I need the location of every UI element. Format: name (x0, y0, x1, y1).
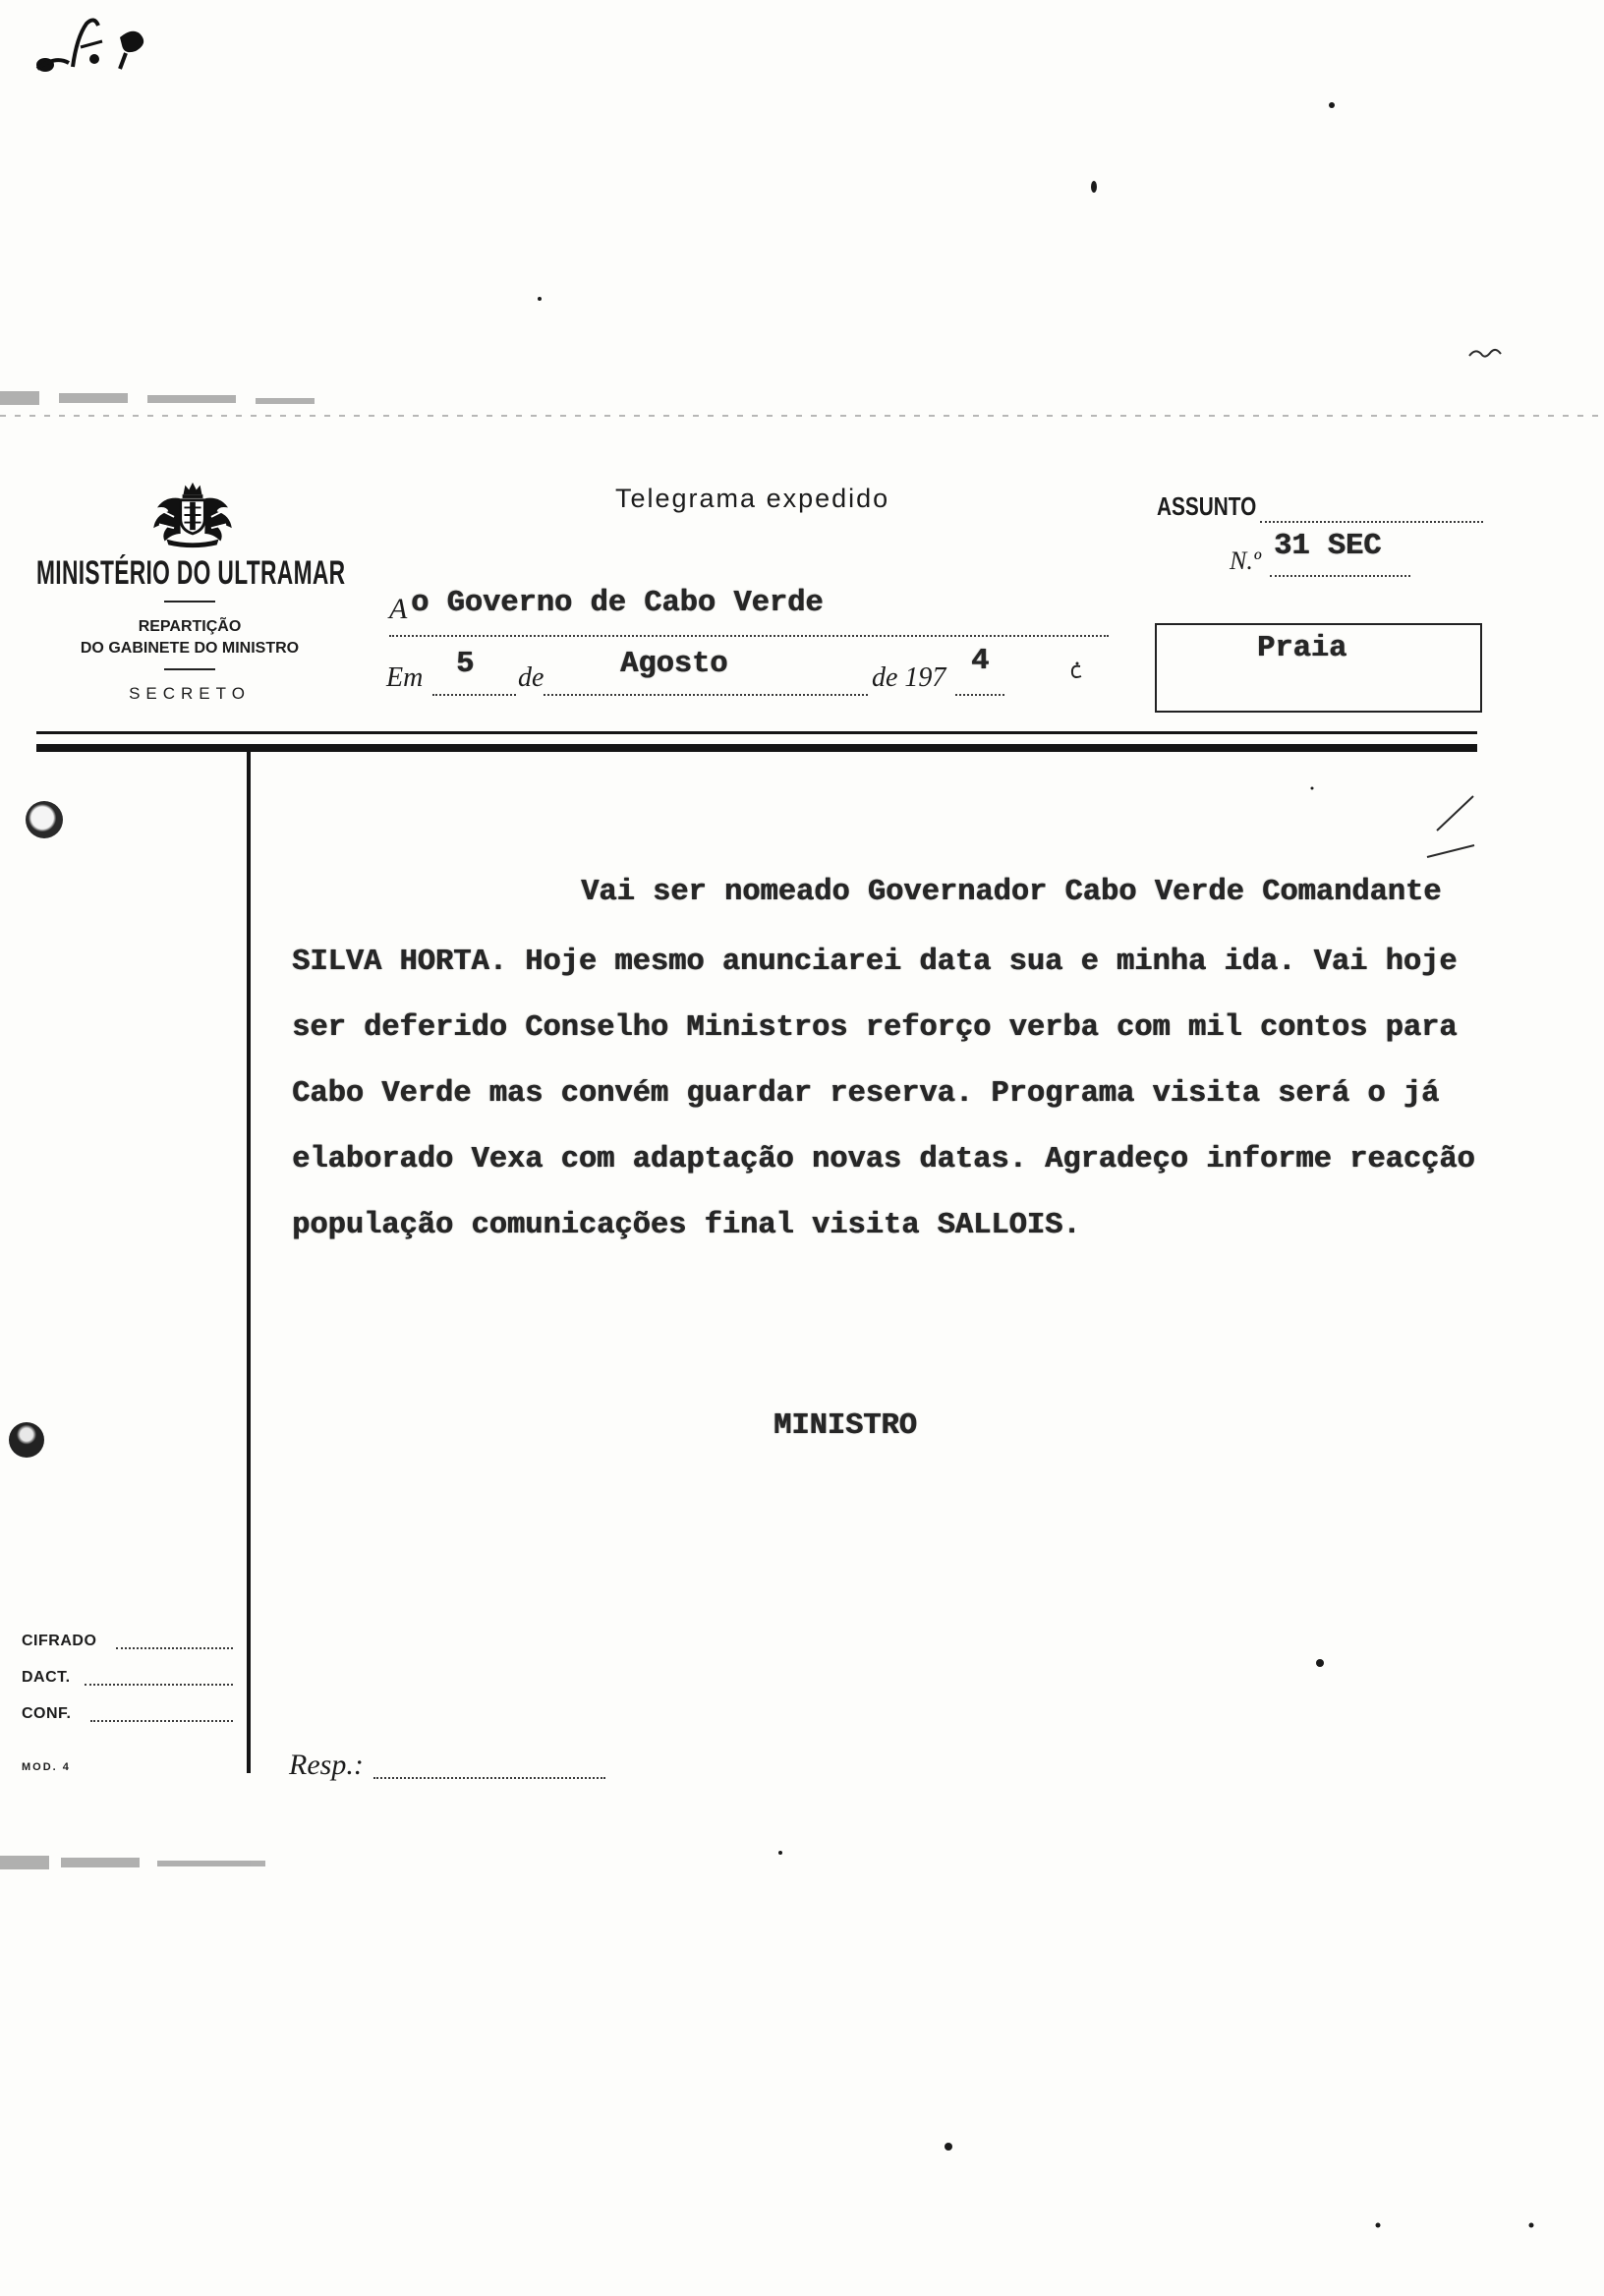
subject-label: ASSUNTO (1157, 491, 1257, 521)
header-rule-thin (36, 731, 1477, 734)
number-label: N.º (1230, 546, 1261, 575)
date-de-label: de (518, 662, 544, 693)
signature: MINISTRO (773, 1409, 917, 1443)
department-line-2: DO GABINETE DO MINISTRO (80, 640, 300, 657)
classification-label: SECRETO (129, 684, 251, 703)
cifrado-field-line (116, 1647, 233, 1649)
date-year-digit: 4 (971, 645, 990, 678)
date-day: 5 (456, 648, 475, 681)
ink-scribble (29, 8, 157, 79)
coat-of-arms-emblem (145, 480, 240, 550)
ministry-name: MINISTÉRIO DO ULTRAMAR (36, 554, 346, 592)
body-line: Vai ser nomeado Governador Cabo Verde Comandante (581, 876, 1442, 909)
date-month: Agosto (620, 648, 728, 681)
department-line-1: REPARTIÇÃO (138, 618, 242, 635)
margin-rule (247, 751, 251, 1773)
body-line: SILVA HORTA. Hoje mesmo anunciarei data sua e minha ida. Vai hoje (292, 946, 1458, 979)
body-line: elaborado Vexa com adaptação novas datas. Agradeço informe reacção (292, 1143, 1475, 1177)
body-line: Cabo Verde mas convém guardar reserva. Programa visita será o já (292, 1077, 1440, 1111)
resp-label: Resp.: (289, 1749, 364, 1781)
form-title: Telegrama expedido (615, 484, 890, 513)
body-line: população comunicações final visita SALLOIS. (292, 1209, 1081, 1242)
dact-label: DACT. (22, 1669, 71, 1686)
punch-hole (26, 801, 63, 838)
pen-mark (1067, 660, 1085, 682)
conf-label: CONF. (22, 1705, 72, 1722)
addressee-field-line (389, 635, 1109, 637)
month-field-line (544, 694, 868, 696)
resp-field-line (373, 1777, 605, 1779)
model-label: MOD. 4 (22, 1761, 71, 1773)
year-field-line (955, 694, 1004, 696)
addressee-value: o Governo de Cabo Verde (411, 587, 824, 620)
punch-hole (9, 1422, 44, 1458)
subject-field-line (1260, 521, 1483, 523)
divider (164, 668, 215, 670)
divider (164, 601, 215, 603)
destination-value: Praia (1257, 632, 1347, 665)
header-rule-thick (36, 744, 1477, 752)
day-field-line (432, 694, 516, 696)
date-prefix: Em (386, 662, 424, 693)
conf-field-line (90, 1720, 233, 1722)
number-value: 31 SEC (1274, 530, 1382, 563)
number-field-line (1270, 575, 1410, 577)
cifrado-label: CIFRADO (22, 1633, 97, 1649)
dact-field-line (85, 1684, 233, 1686)
body-line: ser deferido Conselho Ministros reforço verba com mil contos para (292, 1011, 1458, 1045)
year-prefix: de 197 (872, 662, 946, 693)
addressee-prefix: A (389, 593, 408, 625)
